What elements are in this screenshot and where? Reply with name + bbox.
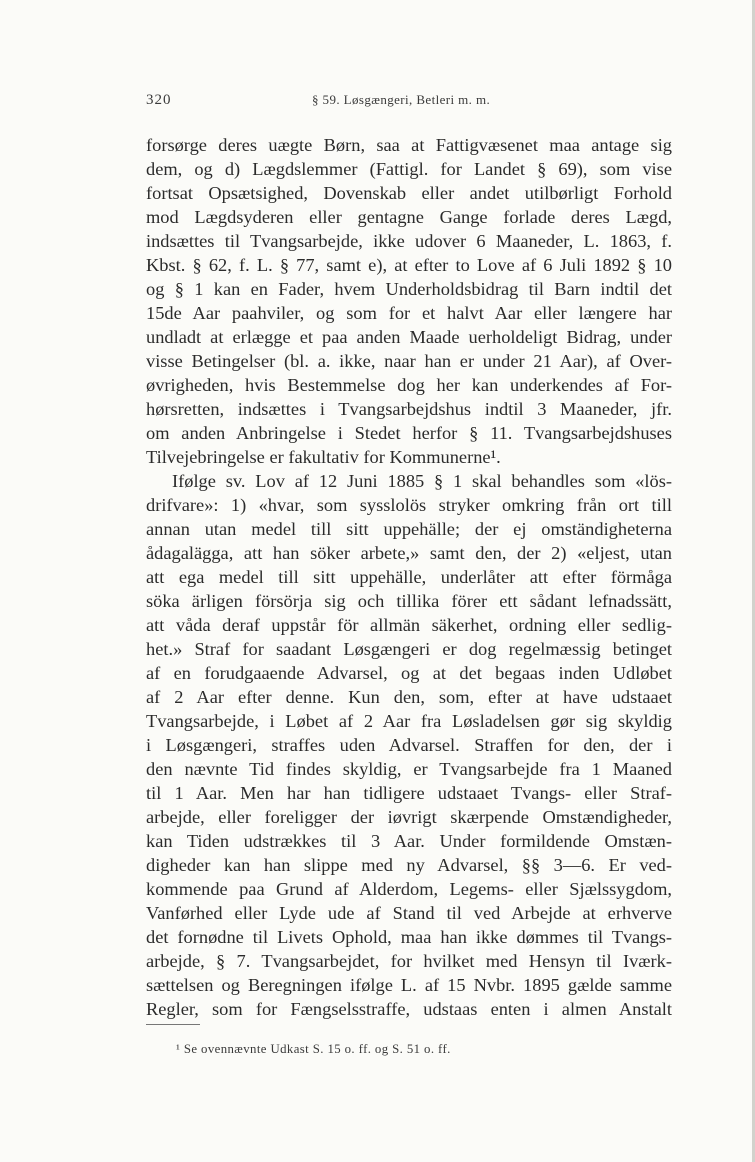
text-line: arbejde, eller foreligger der iøvrigt skærpende Omstændigheder, [146, 807, 672, 827]
text-line: het.» Straf for saadant Løsgængeri er dog regelmæssig betinget [146, 639, 672, 659]
text-line: arbejde, § 7. Tvangsarbejdet, for hvilket med Hensyn til Iværk- [146, 951, 672, 971]
text-line: 15de Aar paahviler, og som for et halvt Aar eller længere har [146, 303, 672, 323]
text-line: i Løsgængeri, straffes uden Advarsel. Straffen for den, der i [146, 735, 672, 755]
footnote: ¹ Se ovennævnte Udkast S. 15 o. ff. og S. 51 o. ff. [176, 1042, 451, 1056]
page-header [146, 92, 666, 114]
text-line: sættelsen og Beregningen ifølge L. af 15 Nvbr. 1895 gælde samme [146, 975, 672, 995]
text-line: att ega medel till sitt uppehälle, underlåter att efter förmåga [146, 567, 672, 587]
page-number: 320 [146, 92, 172, 108]
text-line: om anden Anbringelse i Stedet herfor § 11. Tvangsarbejdshuses [146, 423, 672, 443]
text-line: ådagalägga, att han söker arbete,» samt den, der 2) «eljest, utan [146, 543, 672, 563]
text-line: af en forudgaaende Advarsel, og at det begaas inden Udløbet [146, 663, 672, 683]
text-line: til 1 Aar. Men har han tidligere udstaaet Tvangs- eller Straf- [146, 783, 672, 803]
text-line: kan Tiden udstrækkes til 3 Aar. Under formildende Omstæn- [146, 831, 672, 851]
text-line: fortsat Opsætsighed, Dovenskab eller andet utilbørligt Forhold [146, 183, 672, 203]
text-line: digheder kan han slippe med ny Advarsel, §§ 3—6. Er ved- [146, 855, 672, 875]
text-line: undladt at erlægge et paa anden Maade uerholdeligt Bidrag, under [146, 327, 672, 347]
text-line: söka ärligen försörja sig och tillika förer ett sådant lefnadssätt, [146, 591, 672, 611]
text-line: af 2 Aar efter denne. Kun den, som, efter at have udstaaet [146, 687, 672, 707]
text-line: øvrigheden, hvis Bestemmelse dog her kan underkendes af For- [146, 375, 672, 395]
text-line: det fornødne til Livets Ophold, maa han ikke dømmes til Tvangs- [146, 927, 672, 947]
text-line: hørsretten, indsættes i Tvangsarbejdshus indtil 3 Maaneder, jfr. [146, 399, 672, 419]
text-line: kommende paa Grund af Alderdom, Legems- eller Sjælssygdom, [146, 879, 672, 899]
text-line: att våda deraf uppstår för allmän säkerhet, ordning eller sedlig- [146, 615, 672, 635]
text-line: visse Betingelser (bl. a. ikke, naar han er under 21 Aar), af Over- [146, 351, 672, 371]
text-line: den nævnte Tid findes skyldig, er Tvangsarbejde fra 1 Maaned [146, 759, 672, 779]
text-line: Vanførhed eller Lyde ude af Stand til ved Arbejde at erhverve [146, 903, 672, 923]
text-line: indsættes til Tvangsarbejde, ikke udover 6 Maaneder, L. 1863, f. [146, 231, 672, 251]
text-line: Ifølge sv. Lov af 12 Juni 1885 § 1 skal behandles som «lös- [172, 471, 672, 491]
text-line: forsørge deres uægte Børn, saa at Fattigvæsenet maa antage sig [146, 135, 672, 155]
text-line: annan utan medel till sitt uppehälle; der ej omständigheterna [146, 519, 672, 539]
text-line: Tvangsarbejde, i Løbet af 2 Aar fra Løsladelsen gør sig skyldig [146, 711, 672, 731]
running-head: § 59. Løsgængeri, Betleri m. m. [312, 92, 491, 107]
text-line: Kbst. § 62, f. L. § 77, samt e), at efter to Love af 6 Juli 1892 § 10 [146, 255, 672, 275]
text-line: Tilvejebringelse er fakultativ for Kommunerne¹. [146, 447, 501, 467]
text-line: drifvare»: 1) «hvar, som sysslolös stryker omkring från ort till [146, 495, 672, 515]
footnote-divider [146, 1024, 200, 1025]
text-line: og § 1 kan en Fader, hvem Underholdsbidrag til Barn indtil det [146, 279, 672, 299]
text-line: Regler, som for Fængselsstraffe, udstaas enten i almen Anstalt [146, 999, 672, 1019]
text-line: dem, og d) Lægdslemmer (Fattigl. for Landet § 69), som vise [146, 159, 672, 179]
text-line: mod Lægdsyderen eller gentagne Gange forlade deres Lægd, [146, 207, 672, 227]
